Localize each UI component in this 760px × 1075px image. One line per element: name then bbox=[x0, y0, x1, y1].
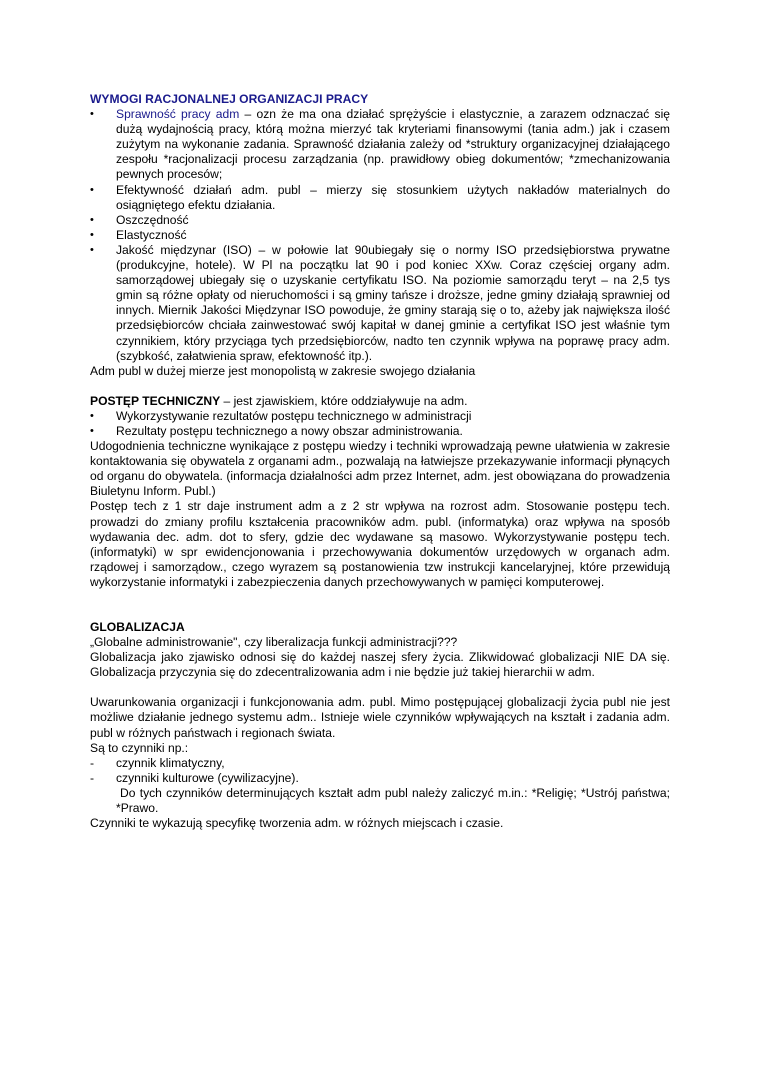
paragraph: Adm publ w dużej mierze jest monopolistą w zakresie swojego działania bbox=[90, 363, 476, 378]
paragraph: Udogodnienia techniczne wynikające z postępu wiedzy i techniki wprowadzają pewne ułatwienia w zakresie kontaktowania się obywatela z organami adm., pozwalają na łatwiejsze przekazywanie informacji płynących od organu do obywatela. (informacja działalności adm przez Internet, adm. jest obowiązana do prowadzenia Biuletynu Inform. Publ.) bbox=[90, 439, 670, 499]
paragraph: Globalizacja jako zjawisko odnosi się do każdej naszej sfery życia. Zlikwidować globalizacji NIE DA się. Globalizacja przyczynia się do zdecentralizowania adm i nie będzie już takiej hierarchii w adm. bbox=[90, 650, 670, 680]
list-item: - czynniki kulturowe (cywilizacyjne). bbox=[90, 771, 670, 786]
spacer bbox=[90, 680, 670, 695]
list-item: • Wykorzystywanie rezultatów postępu technicznego w administracji bbox=[90, 409, 670, 424]
heading-text: POSTĘP TECHNICZNY bbox=[90, 393, 221, 408]
document-page bbox=[90, 92, 670, 831]
paragraph: Postęp tech z 1 str daje instrument adm a z 2 str wpływa na rozrost adm. Stosowanie postępu tech. prowadzi do zmiany profilu kształcenia pracowników adm. publ. (informatyka) oraz wpływa na sposób wydawania dec. adm. dot to sfery, gdzie dec wydawane są masowo. Wykorzystywanie postępu tech. (informatyki) w spr ewidencjonowania i przechowywania dokumentów urzędowych w organach adm. rządowej i samorządow., czego wyrazem są postanowienia tzw instrukcji kancelaryjnej, które przewidują wykorzystanie informatyki i zabezpieczenia danych przechowywanych w pamięci komputerowej. bbox=[90, 499, 670, 589]
progress-list bbox=[90, 409, 670, 439]
section-heading-technical-progress bbox=[90, 394, 670, 409]
requirements-list bbox=[90, 107, 670, 364]
list-item: • Jakość międzynar (ISO) – w połowie lat 90ubiegały się o normy ISO przedsiębiorstwa prywatne (produkcyjne, hotele). W Pl na początku lat 90 i pod koniec XXw. Coraz częściej organy adm. samorządowej ubiegały się o uzyskanie certyfikatu ISO. Na poziomie samorządu teryt – na 2,5 tys gmin są różne opłaty od nieruchomości i są gminy tańsze i droższe, jedne gminy działają sprawniej od innych. Miernik Jakości Międzynar ISO powoduje, że gminy starają się o to, ażeby jak największa ilość przedsiębiorców chciała zainwestować swój kapitał w danej gminie a certyfikat ISO jest właśnie tym czynnikiem, który przyciąga tych przedsiębiorców, nadto ten czynnik wpływa na poprawę pracy adm. (szybkość, załatwienia spraw, efektowność itp.). bbox=[90, 243, 670, 364]
list-item: • Oszczędność bbox=[90, 213, 670, 228]
factors-list bbox=[90, 756, 670, 786]
section-heading-organization: WYMOGI RACJONALNEJ ORGANIZACJI PRACY bbox=[90, 92, 369, 106]
paragraph: Czynniki te wykazują specyfikę tworzenia adm. w różnych miejscach i czasie. bbox=[90, 816, 504, 831]
section-heading-globalization: GLOBALIZACJA bbox=[90, 620, 185, 634]
item-text: – ozn że ma ona działać sprężyście i elastycznie, a zarazem odznaczać się dużą wydajnością pracy, którą można mierzyć tak kryteriami finansowymi (tania adm.) jak i czasem zużytym na wykonanie zadania. Sprawność działania zależy od *struktury organizacyjnej działającego zespołu *racjonalizacji procesu zarządzania (np. prawidłowy obieg dokumentów; *zmechanizowania pewnych procesów; bbox=[116, 107, 670, 182]
paragraph-indented: Do tych czynników determinujących kształt adm publ należy zaliczyć m.in.: *Religię; *Ustrój państwa; *Prawo. bbox=[116, 785, 670, 816]
list-item: • Rezultaty postępu technicznego a nowy obszar administrowania. bbox=[90, 424, 670, 439]
list-item bbox=[90, 107, 670, 182]
item-lead: Sprawność pracy adm bbox=[116, 107, 240, 122]
paragraph: „Globalne administrowanie", czy liberalizacja funkcji administracji??? bbox=[90, 635, 458, 650]
paragraph: Są to czynniki np.: bbox=[90, 740, 189, 755]
heading-rest: – jest zjawiskiem, które oddziaływuje na adm. bbox=[220, 393, 468, 408]
spacer bbox=[90, 379, 670, 394]
list-item: • Elastyczność bbox=[90, 228, 670, 243]
list-item: • Efektywność działań adm. publ – mierzy się stosunkiem użytych nakładów materialnych do osiągniętego efektu działania. bbox=[90, 183, 670, 213]
list-item: - czynnik klimatyczny, bbox=[90, 756, 670, 771]
paragraph: Uwarunkowania organizacji i funkcjonowania adm. publ. Mimo postępującej globalizacji życia publ nie jest możliwe działanie jednego systemu adm.. Istnieje wiele czynników wpływających na kształt i zadania adm. publ w różnych państwach i regionach świata. bbox=[90, 695, 670, 740]
spacer bbox=[90, 590, 670, 620]
